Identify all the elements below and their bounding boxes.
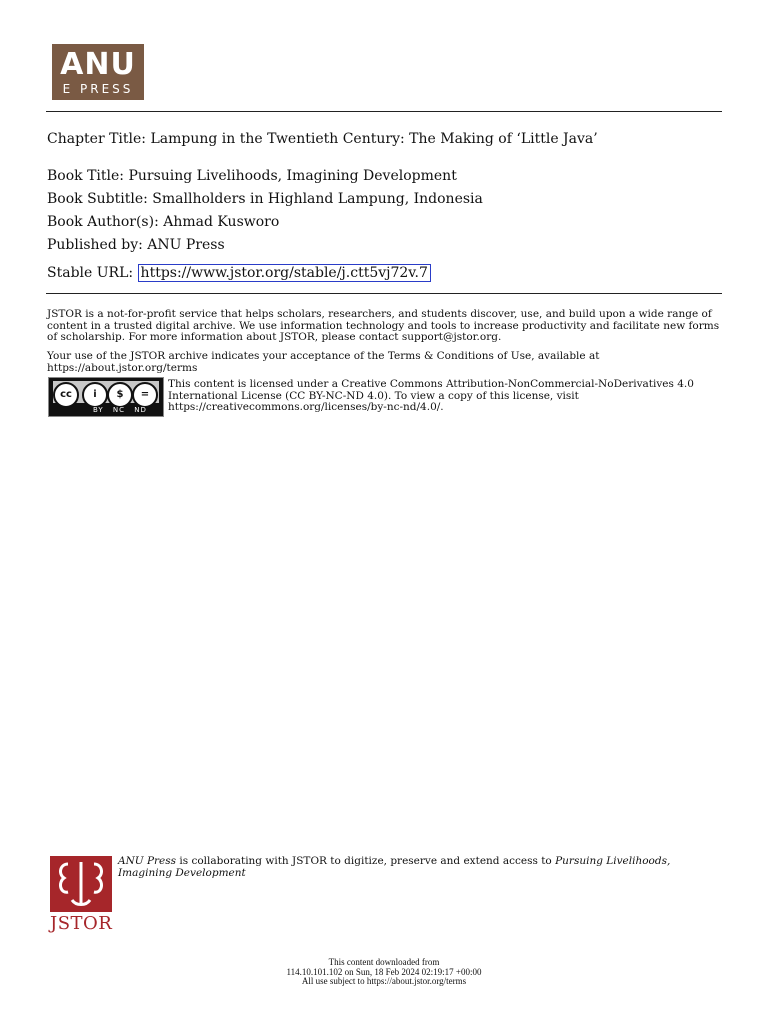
top-divider [46, 111, 722, 112]
book-author: Book Author(s): Ahmad Kusworo [47, 214, 280, 230]
middle-divider [46, 293, 722, 294]
logo-anu-text: ANU [60, 47, 136, 82]
collaboration-note [118, 856, 718, 879]
book-subtitle: Book Subtitle: Smallholders in Highland Lampung, Indonesia [47, 191, 483, 207]
published-by: Published by: ANU Press [47, 237, 225, 253]
footer-line-1: This content downloaded from [328, 957, 440, 967]
collab-book: Pursuing Livelihoods, Imagining Development [118, 855, 671, 879]
nc-icon: $ [107, 382, 133, 408]
collab-middle: is collaborating with JSTOR to digitize, preserve and extend access to [176, 855, 556, 867]
cc-icon: cc [53, 382, 79, 408]
footer-line-2: 114.10.101.102 on Sun, 18 Feb 2024 02:19:17 +00:00 [286, 966, 482, 977]
terms-text: Your use of the JSTOR archive indicates your acceptance of the Terms & Conditions of Use, available at https://about.jstor.org/terms [47, 350, 600, 374]
logo-epress-text: E PRESS [62, 82, 134, 96]
jstor-wordmark: JSTOR [50, 913, 113, 934]
book-title: Book Title: Pursuing Livelihoods, Imagining Development [47, 168, 457, 184]
chapter-title: Chapter Title: Lampung in the Twentieth Century: The Making of ‘Little Java’ [47, 131, 598, 147]
cc-badge-labels: BY NC ND [93, 406, 147, 414]
jstor-logo [50, 856, 114, 934]
license-text: This content is licensed under a Creative Commons Attribution-NonCommercial-NoDerivatives 4.0 International License (CC BY-NC-ND 4.0). To view a copy of this license, visit https://creativecommons.org/licenses/by-nc-nd/4.0/. [168, 378, 694, 413]
by-icon: i [82, 382, 108, 408]
jstor-emblem-icon [50, 856, 112, 912]
anu-press-logo [52, 44, 144, 100]
collab-publisher: ANU Press [118, 855, 177, 867]
download-footer [0, 958, 768, 987]
cc-license-badge[interactable] [48, 377, 164, 417]
nd-icon: = [132, 382, 158, 408]
jstor-info-text: JSTOR is a not-for-profit service that helps scholars, researchers, and students discover, use, and build upon a wide range of content in a trusted digital archive. We use information technology and tools to increase productivity and facilitate new forms of scholarship. For more information about JSTOR, please contact support@jstor.org. [47, 308, 720, 343]
footer-line-3: All use subject to https://about.jstor.org/terms [301, 976, 467, 986]
stable-url-row [47, 265, 431, 282]
stable-url-label: Stable URL: [47, 265, 134, 281]
stable-url-link[interactable]: https://www.jstor.org/stable/j.ctt5vj72v.7 [138, 264, 431, 282]
